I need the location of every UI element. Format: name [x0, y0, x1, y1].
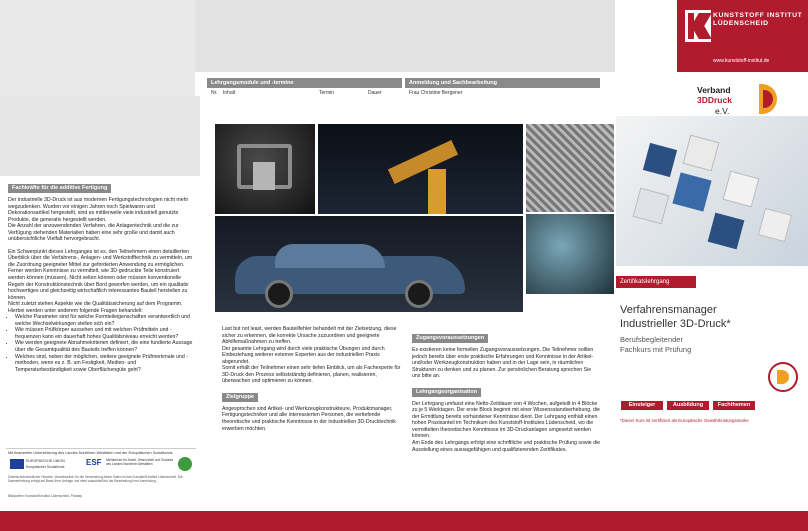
institute-logo-block — [677, 0, 808, 72]
logo-eu-text: EUROPÄISCHE UNION — [26, 459, 65, 463]
left-text-column — [8, 176, 194, 373]
funding-intro: Mit finanzieller Unterstützung des Landes Nordrhein-Westfalen und der Europäischen Sozialfonds. — [8, 451, 174, 455]
left-page — [0, 96, 200, 531]
cover-cubes-image — [616, 116, 808, 266]
photo-car — [215, 216, 523, 312]
logo-eu-sub: Europäischer Sozialfonds — [26, 465, 65, 469]
bottom-red-bar — [0, 511, 808, 531]
zugang-title: Zugangsvoraussetzungen — [412, 334, 488, 343]
eu-flag-icon — [10, 459, 24, 469]
fachthemen-badge[interactable]: Fachthemen — [712, 400, 756, 411]
photo-robot-arm — [318, 124, 523, 214]
photo-mesh-structure — [526, 124, 614, 212]
modules-col-inhalt: Inhalt — [223, 90, 236, 96]
einsteiger-badge[interactable]: Einsteiger — [620, 400, 664, 411]
list-item: • Welche Parameter sind für welche Formteileigenschaften verantwortlich und welche Wechselwirkungen stellen sich ein? — [15, 314, 194, 327]
verband-line1: Verband — [697, 85, 731, 95]
photo-gears — [526, 214, 614, 294]
modules-col-dauer: Dauer — [368, 90, 382, 96]
mid-para-2: Der gesamte Lehrgang wird durch viele praktische Übungen und durch Einbeziehung weiterer externer Experten aus der industriellen Praxis abgerundet. — [222, 345, 385, 365]
modules-header: Lehrgangsmodule und -termine — [207, 78, 402, 88]
bottom-white-gap — [0, 505, 808, 511]
logo-ministry: Ministerium für Arbeit, Gesundheit und Soziales des Landes Nordrhein-Westfalen — [106, 458, 174, 466]
list-item: • Wie müssen Prüfkörper aussehen und mit welchen Prüfmitteln und -frequenzen kann ein dauerhaft hohes Qualitätsniveau erreicht werden? — [15, 327, 194, 340]
institute-url[interactable]: www.kunststoff-institut.de — [713, 58, 770, 64]
modules-col-termin: Termin — [319, 90, 335, 96]
contact-name: Frau Christine Bergener — [409, 90, 463, 96]
front-spread — [0, 96, 808, 531]
left-para-3: Ein Schwerpunkt dieses Lehrganges ist es, den Teilnehmern einen detaillierten Überblick über die Verfahrens-, Anlagen- und Werkstofftechnik zu vermitteln, um die Zuordnung geeigneter Mittel zur geforderten Anwendung zu ermöglichen. — [8, 248, 193, 268]
left-para-5: Nicht zuletzt stehen Aspekte wie die Qualitätssicherung auf dem Programm. Hierbei werden unter anderem folgende Fragen behandelt: — [8, 301, 183, 314]
verband-line2: 3DDruck — [697, 95, 732, 105]
cover-subtitle-1: Berufsbegleitender — [620, 335, 683, 344]
cover-subtitle-2: Fachkurs mit Prüfung — [620, 345, 692, 354]
organisation-text: Der Lehrgang umfasst eine Netto-Zeitdauer von 4 Wochen, aufgeteilt in 4 Blöcke zu je 5 Werktagen. Der erste Block beginnt mit einer Wissensstandserhebung, die der Ermittlung bereits vorhandener Kenntnisse dient. Der Lehrgang enthält einen hohen Praxisanteil im Technikum des Kunststoff-Institutes Lüdenscheid, wo die vermittelten theoretischen Kenntnisse im 3D-Druckanlagen umgesetzt werden können. — [412, 400, 600, 440]
left-para-2: Die Anzahl der anzuwendenden Verfahren, die Anlagentechnik und die zur Verfügung stehenden Materialien haben eine sehr große und damit auch unübersichtliche Vielfalt hervorgebracht. — [8, 223, 179, 243]
list-item: • Wie werden geeignete Abnahmekriterien definiert, die eine fundierte Aussage über die Gesamtqualität des Bauteils treffen können? — [15, 340, 194, 353]
funding-box — [6, 448, 196, 504]
question-list — [8, 314, 194, 373]
cover-title-1: Verfahrensmanager — [620, 304, 717, 316]
left-para-1: Der industrielle 3D-Druck ist aus modernen Fertigungstechnologien nicht mehr wegzudenken. Wurden vor einigen Jahren noch Spielwaren und Dekorationsartikel hergestellt, sind es mittlerweile viele industriell genutzte Produkte, die generativ hergestellt werden. — [8, 197, 189, 223]
left-para-4: Ferner werden Kenntnisse zu vermittelt, wie 3D-gedruckte Teile konstruiert werden können (müssen). Nicht selten können oder müssen konventionelle Regeln der Konstruktionstechnik über Bord geworfen werden, um ein qualitativ hochwertiges und gleichzeitig wirtschaftlich interessantes Bauteil herstellen zu können. — [8, 268, 189, 301]
anmeldung-header: Anmeldung und Sachbearbeitung — [405, 78, 600, 88]
logo-esf: ESF — [86, 458, 102, 467]
middle-column-left — [222, 326, 402, 432]
verband-line3: e.V. — [715, 106, 730, 116]
certification-seal-icon — [768, 362, 798, 392]
middle-column-right — [412, 326, 600, 453]
list-item: • Welches sind, neben der möglichen, weitere geeignete Prüfmerkmale und -methoden, wenn es z. B. um Festigkeit, Medien- und Temperaturbeständigkeit sowie Oberflächengüte geht? — [15, 354, 194, 374]
organisation-text-2: Am Ende des Lehrgangs erfolgt eine schriftliche und praktische Prüfung sowie die Ausstellung eines aussagefähigen und qualifizierenden Zertifikates. — [412, 440, 601, 453]
ausbildung-badge[interactable]: Ausbildung — [666, 400, 710, 411]
k-logo-icon — [685, 10, 711, 42]
mid-para-1: Last but not least, werden Bauteilfehler behandelt mit der Zielsetzung, diese sicher zu erkennen, die korrekte Ursache zuzuordnen und geeignete Abhilfemaßnahmen zu treffen. — [222, 326, 397, 346]
zielgruppe-text: Angesprochen sind Artikel- und Werkzeugkonstrukteure, Produktmanager, Fertigungstechniker und alle interessierten Personen, die vertiefende theoretische und praktische Kenntnisse in der industriellen 3D-Drucktechnik erwerben möchten. — [222, 405, 396, 432]
institute-name: KUNSTSTOFF INSTITUT LÜDENSCHEID — [713, 12, 803, 28]
mid-para-3: Somit erhält der Teilnehmer einen sehr tiefen Einblick, um als Fachexperte für 3D-Druck den Prozess selbstständig definieren, planen, realisieren, überwachen und optimieren zu können. — [222, 365, 401, 385]
cover-page — [616, 116, 808, 511]
section-title-fachkraefte: Fachkräfte für die additive Fertigung — [8, 184, 111, 193]
modules-col-nr: Nr. — [211, 90, 218, 96]
photo-3d-printer — [215, 124, 315, 214]
zielgruppe-title: Zielgruppe — [222, 393, 258, 402]
privacy-note: Datenschutzrechtlicher Hinweis: Verantwortlich für die Verwendung dieser Daten ist das Kunststoff-Institut Lüdenscheid. Die Datenerhebung erfolgt auf Basis Ihrer Anfrage und dient ausschließlich der Bearbeitung Ihrer Anmeldung. — [8, 475, 183, 483]
zugang-text: Es existieren keine formellen Zugangsvoraussetzungen. Die Teilnehmer sollten jedoch bereits über erste praktische Erfahrungen und Kenntnisse in der Artikel- und/oder Werkzeugkonstruktion haben und in der Lage sein, in räumlichen Strukturen zu denken und zu planen. Zur persönlichen Beratung sprechen Sie uns bitte an. — [412, 347, 594, 380]
cover-footnote: *Dieser Kurs ist zertifiziert als Europäische Gewährleistungsmarke — [620, 418, 749, 423]
cover-title-2: Industrieller 3D-Druck* — [620, 318, 731, 330]
nrw-crest-icon — [178, 457, 192, 471]
back-page-header-area — [195, 0, 615, 72]
cover-tag: Zertifikatslehrgang — [616, 276, 696, 288]
organisation-title: Lehrgangsorganisation — [412, 388, 481, 397]
image-sources: Bildquellen: Kunststoff-Institut Lüdenscheid, Pixabay — [8, 494, 83, 498]
